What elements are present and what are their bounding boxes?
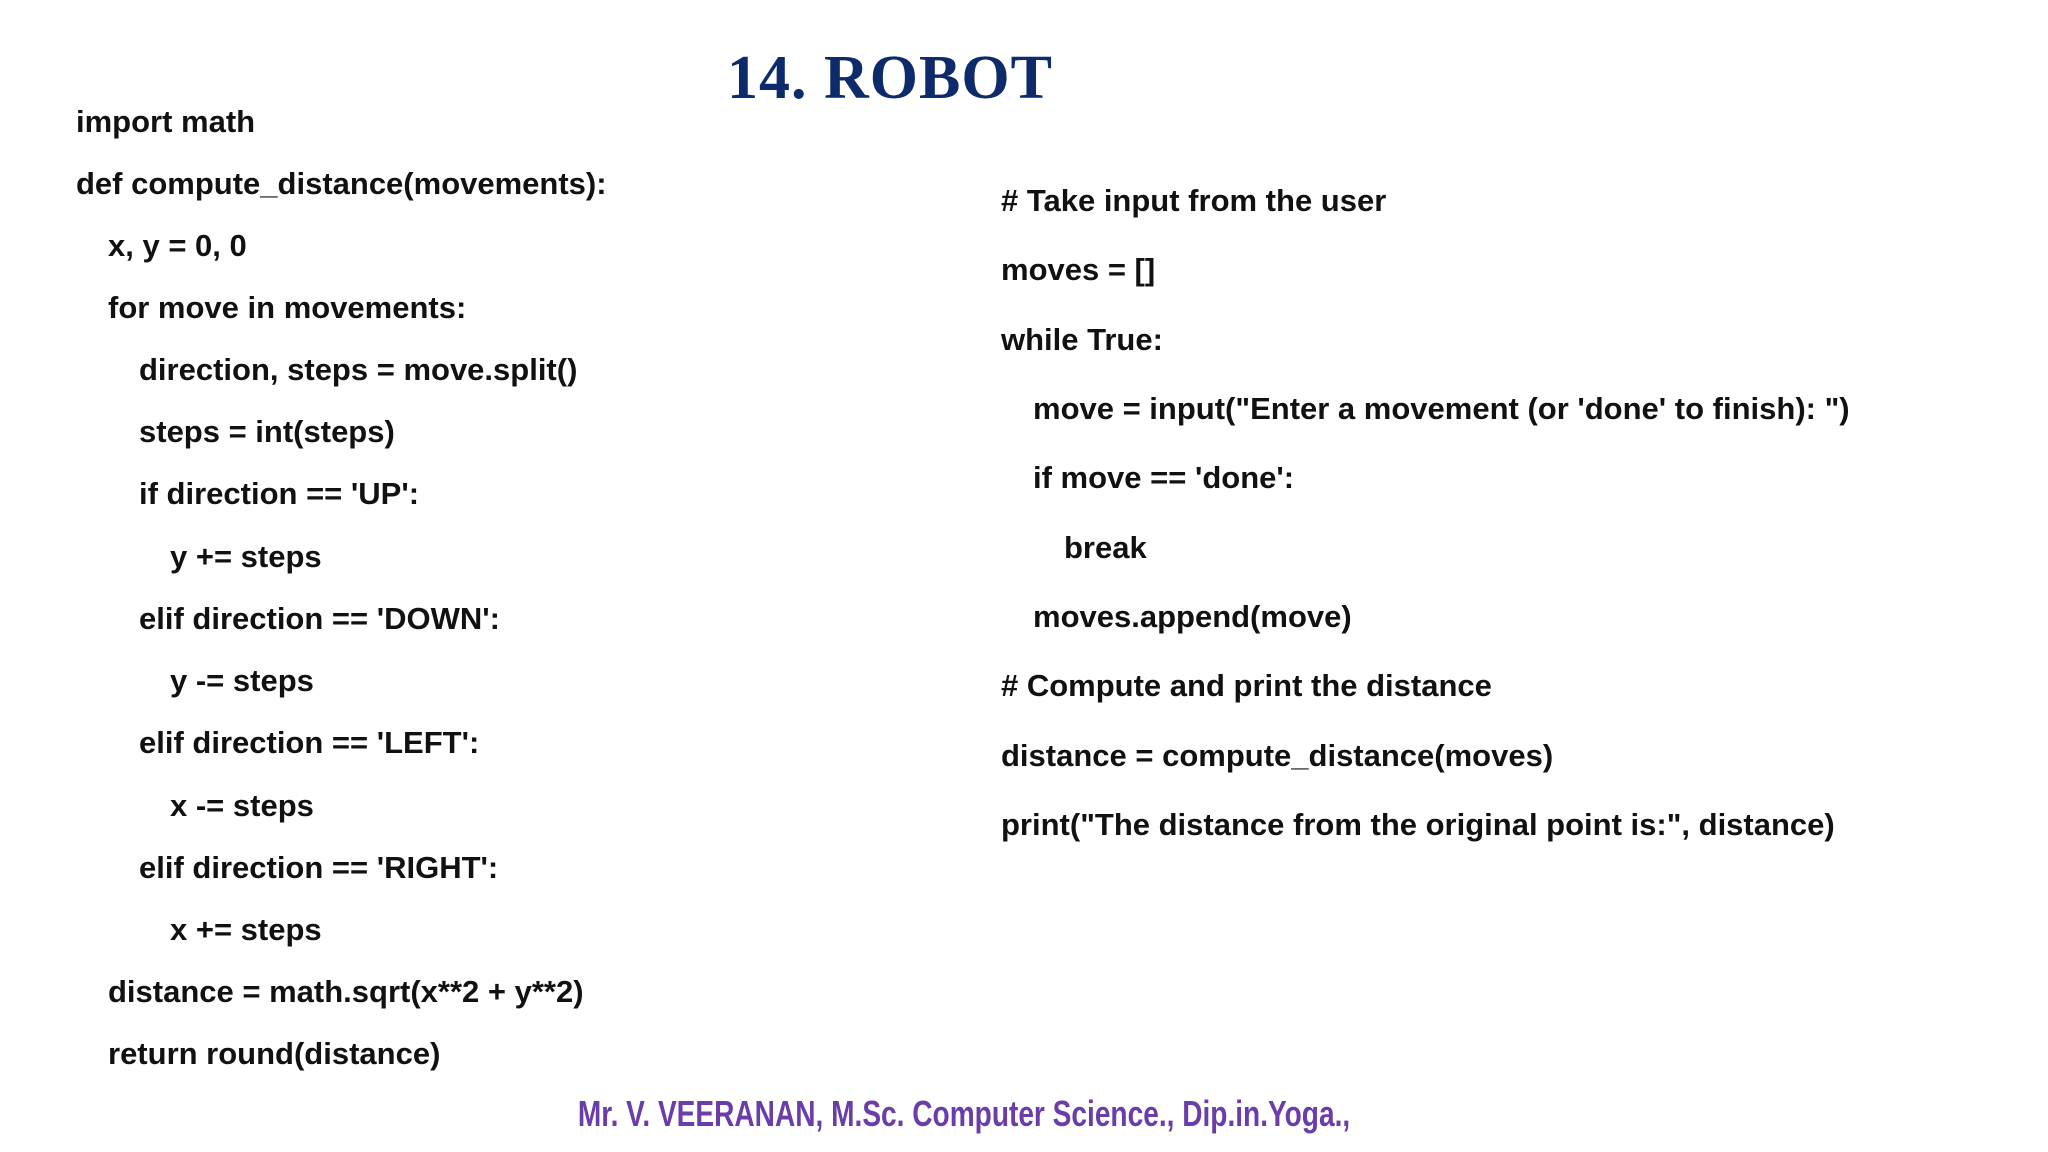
code-line: if move == 'done': bbox=[1033, 460, 1295, 495]
code-line: moves = [] bbox=[1001, 252, 1156, 287]
code-line: direction, steps = move.split() bbox=[139, 352, 578, 387]
code-line: x -= steps bbox=[170, 788, 314, 823]
code-line: if direction == 'UP': bbox=[139, 476, 420, 511]
code-line: elif direction == 'DOWN': bbox=[139, 601, 500, 636]
code-line: elif direction == 'RIGHT': bbox=[139, 850, 499, 885]
code-line: steps = int(steps) bbox=[139, 414, 395, 449]
code-line: y -= steps bbox=[170, 663, 314, 698]
code-line: # Compute and print the distance bbox=[1001, 668, 1492, 703]
code-line: distance = compute_distance(moves) bbox=[1001, 738, 1554, 773]
slide-title: 14. ROBOT bbox=[727, 44, 1053, 112]
code-line: y += steps bbox=[170, 539, 322, 574]
code-line: moves.append(move) bbox=[1033, 599, 1352, 634]
left-code-block bbox=[76, 104, 607, 1071]
code-line: elif direction == 'LEFT': bbox=[139, 725, 480, 760]
code-line: x, y = 0, 0 bbox=[108, 228, 247, 263]
code-line: break bbox=[1064, 530, 1147, 565]
code-line: # Take input from the user bbox=[1001, 183, 1387, 218]
code-line: print("The distance from the original point is:", distance) bbox=[1001, 807, 1835, 842]
code-line: for move in movements: bbox=[108, 290, 467, 325]
code-line: import math bbox=[76, 104, 256, 139]
code-line: distance = math.sqrt(x**2 + y**2) bbox=[108, 974, 584, 1009]
code-line: move = input("Enter a movement (or 'done' to finish): ") bbox=[1033, 391, 1850, 426]
code-line: while True: bbox=[1001, 322, 1163, 357]
author-footer: Mr. V. VEERANAN, M.Sc. Computer Science., Dip.in.Yoga., bbox=[577, 1093, 1351, 1134]
code-line: return round(distance) bbox=[108, 1036, 441, 1071]
code-line: x += steps bbox=[170, 912, 322, 947]
right-code-block bbox=[1001, 183, 1850, 842]
code-line: def compute_distance(movements): bbox=[76, 166, 607, 201]
